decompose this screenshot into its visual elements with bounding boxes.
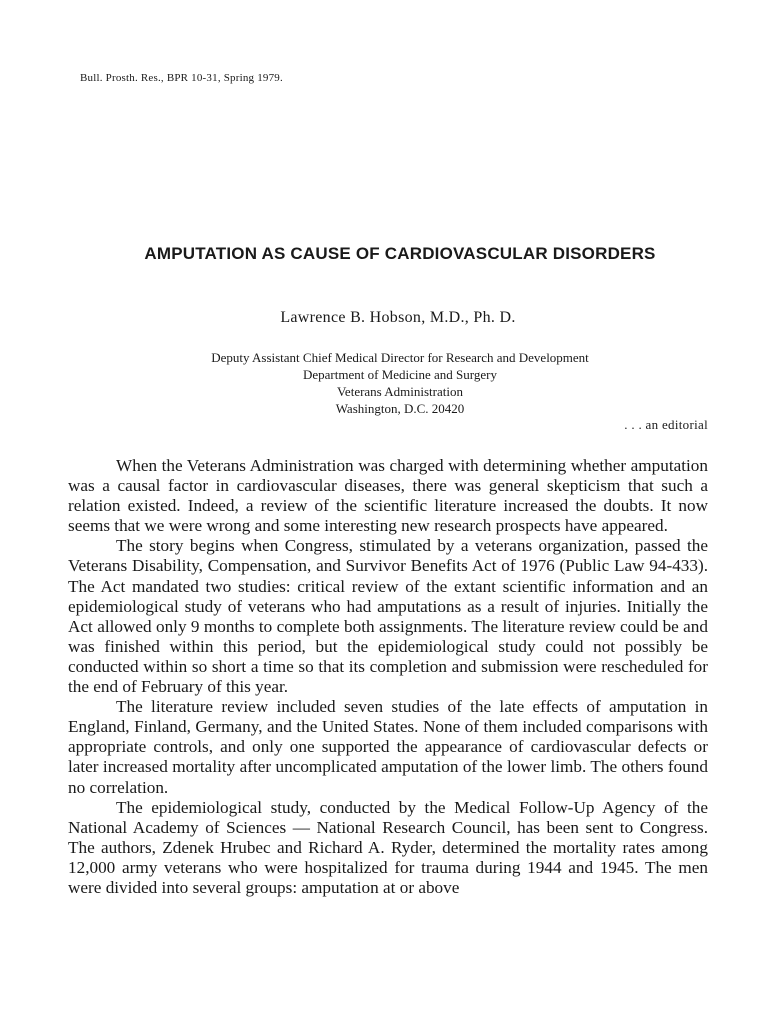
affiliation-line: Deputy Assistant Chief Medical Director for Research and Development	[211, 350, 589, 365]
affiliation-line: Veterans Administration	[336, 384, 463, 399]
body-paragraph: The literature review included seven studies of the late effects of amputation in England, Finland, Germany, and the United States. None of them included comparisons with appropriate controls, and only one supported the appearance of cardiovascular defects or later increased mortality after uncomplicated amputation of the lower limb. The others found no correlation.	[68, 697, 708, 797]
article-body	[68, 456, 708, 898]
body-paragraph: The epidemiological study, conducted by the Medical Follow-Up Agency of the National Academy of Sciences — National Research Council, has been sent to Congress. The authors, Zdenek Hrubec and Richard A. Ryder, determined the mortality rates among 12,000 army veterans who were hospitalized for trauma during 1944 and 1945. The men were divided into several groups: amputation at or above	[68, 797, 708, 897]
body-paragraph: The story begins when Congress, stimulated by a veterans organization, passed the Veterans Disability, Compensation, and Survivor Benefits Act of 1976 (Public Law 94-433). The Act mandated two studies: critical review of the extant scientific information and an epidemiological study of veterans who had amputations as a result of injuries. Initially the Act allowed only 9 months to complete both assignments. The literature review could be and was finished within this period, but the epidemiological study could not possibly be conducted within so short a time so that its completion and submission were rescheduled for the end of February of this year.	[68, 536, 708, 697]
article-title: AMPUTATION AS CAUSE OF CARDIOVASCULAR DISORDERS	[144, 244, 656, 263]
body-paragraph: When the Veterans Administration was charged with determining whether amputation was a causal factor in cardiovascular diseases, there was general skepticism that such a relation existed. Indeed, a review of the scientific literature increased the doubts. It now seems that we were wrong and some interesting new research prospects have appeared.	[68, 456, 708, 536]
affiliation-line: Washington, D.C. 20420	[335, 401, 465, 416]
author-affiliation	[0, 349, 768, 417]
author-name: Lawrence B. Hobson, M.D., Ph. D.	[280, 309, 516, 326]
affiliation-line: Department of Medicine and Surgery	[303, 367, 497, 382]
article-type-label: . . . an editorial	[624, 417, 708, 432]
journal-citation: Bull. Prosth. Res., BPR 10-31, Spring 1979.	[80, 72, 283, 84]
